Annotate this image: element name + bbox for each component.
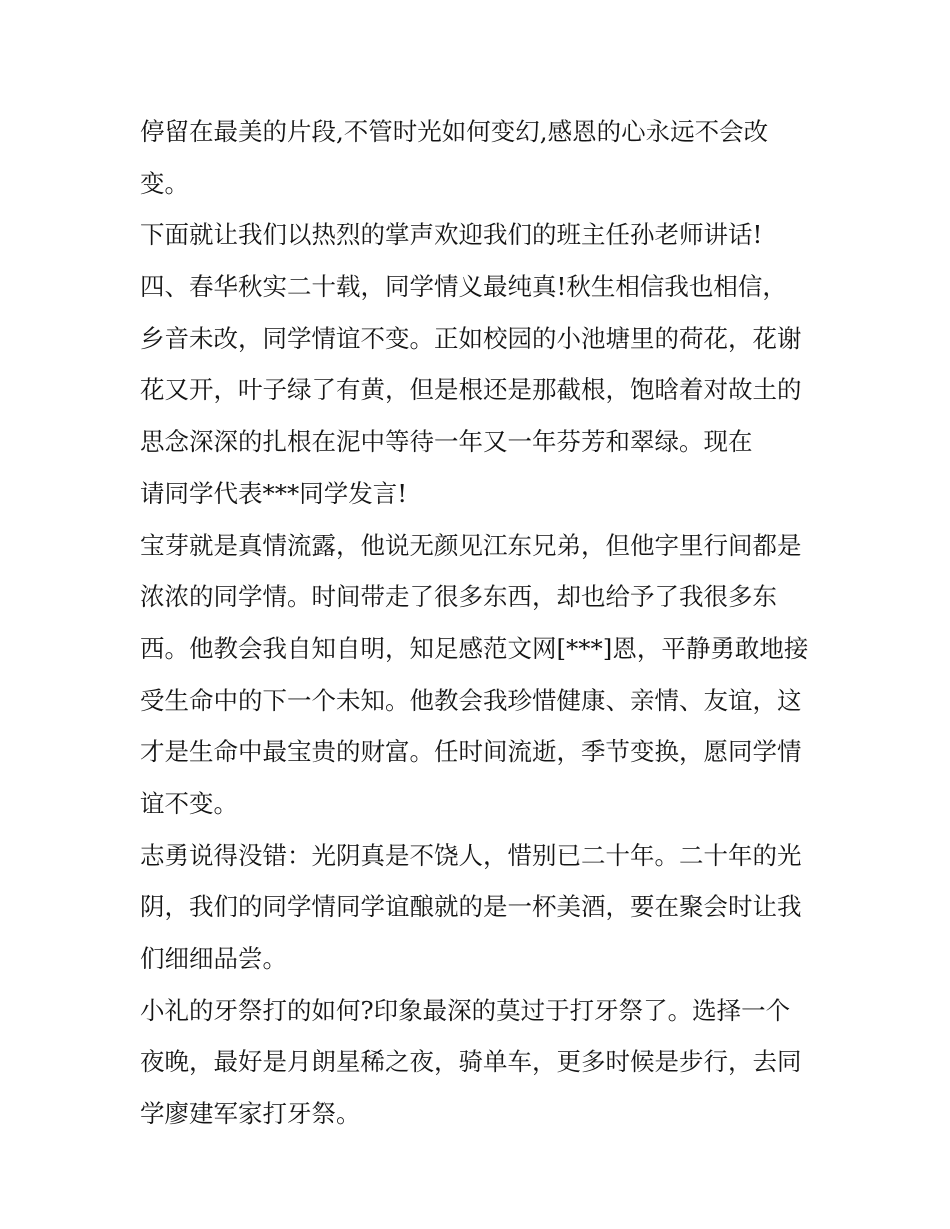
text-line: 花又开，叶子绿了有黄，但是根还是那截根，饱晗着对故土的 [140, 375, 802, 405]
text-line: 夜晚，最好是月朗星稀之夜，骑单车，更多时候是步行，去同 [140, 1047, 802, 1077]
text-line: 西。他教会我自知自明，知足感范文网[***]恩，平静勇敢地接 [140, 633, 809, 663]
text-line: 四、春华秋实二十载，同学情义最纯真!秋生相信我也相信， [140, 272, 787, 302]
text-line: 思念深深的扎根在泥中等待一年又一年芬芳和翠绿。现在 [140, 427, 753, 457]
text-line: 才是生命中最宝贵的财富。任时间流逝，季节变换，愿同学情 [140, 737, 802, 767]
text-line: 停留在最美的片段,不管时光如何变幻,感恩的心永远不会改 [140, 117, 769, 146]
text-line: 小礼的牙祭打的如何?印象最深的莫过于打牙祭了。选择一个 [140, 995, 791, 1025]
text-line: 阴，我们的同学情同学谊酿就的是一杯美酒，要在聚会时让我 [140, 892, 802, 922]
text-line: 变。 [140, 168, 189, 198]
text-line: 浓浓的同学情。时间带走了很多东西，却也给予了我很多东 [140, 582, 777, 612]
text-line: 们细细品尝。 [140, 944, 287, 973]
text-line: 请同学代表***同学发言! [140, 478, 408, 508]
text-line: 宝芽就是真情流露，他说无颜见江东兄弟，但他字里行间都是 [140, 530, 802, 560]
text-line: 受生命中的下一个未知。他教会我珍惜健康、亲情、友谊，这 [140, 685, 802, 715]
document-body [140, 106, 820, 1140]
text-line: 志勇说得没错：光阴真是不饶人，惜别已二十年。二十年的光 [140, 840, 802, 870]
text-line: 乡音未改，同学情谊不变。正如校园的小池塘里的荷花，花谢 [140, 323, 802, 353]
text-line: 谊不变。 [140, 788, 238, 818]
text-line: 学廖建军家打牙祭。 [140, 1099, 361, 1129]
text-line: 下面就让我们以热烈的掌声欢迎我们的班主任孙老师讲话! [140, 220, 763, 250]
